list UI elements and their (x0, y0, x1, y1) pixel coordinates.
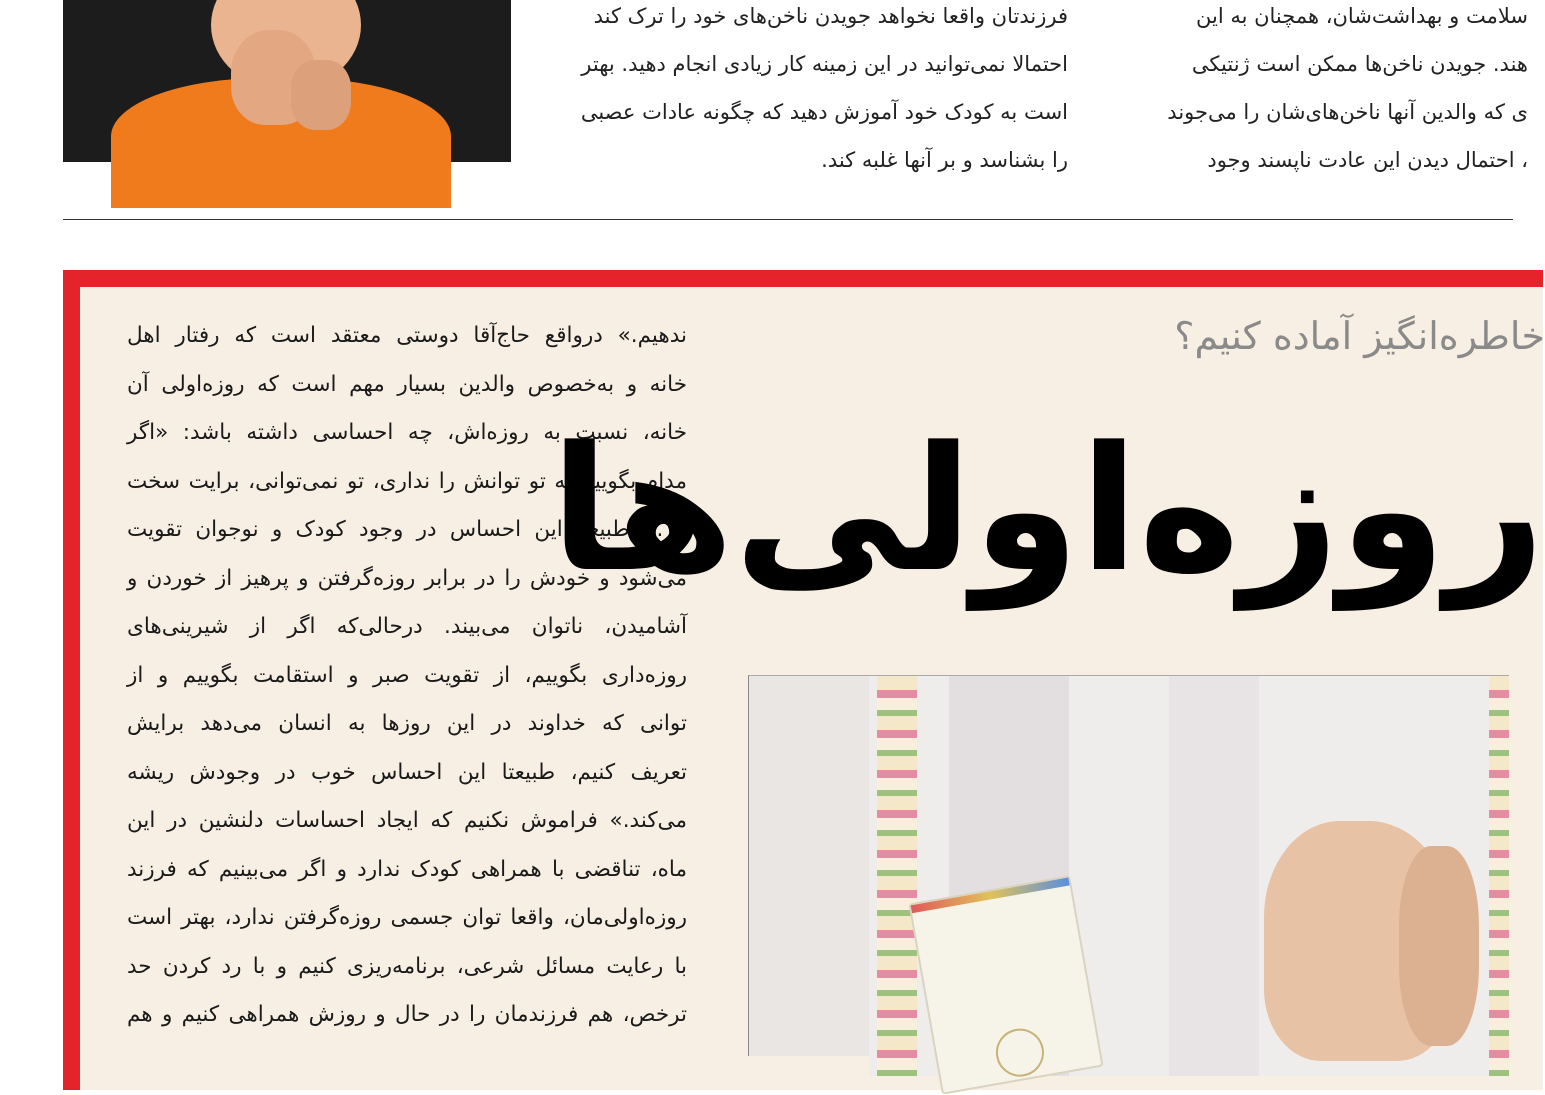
text-line: ترخص، هم فرزندمان را در حال و روزش همراهی کنیم و هم (127, 1002, 687, 1027)
top-article-middle-column (548, 0, 1068, 184)
top-article-right-column (1128, 0, 1528, 184)
text-line: آشامیدن، ناتوان می‌بیند. درحالی‌که اگر از شیرینی‌های (127, 614, 687, 639)
section-divider (63, 219, 1513, 220)
floral-trim (877, 676, 917, 1076)
clasped-hands-fingers (1399, 846, 1479, 1046)
text-line: خانه و به‌خصوص والدین بسیار مهم است که روزه‌اولی آن (127, 371, 687, 397)
floral-trim (1489, 676, 1509, 1076)
book-emblem (992, 1025, 1048, 1081)
text-line: روزه‌داری بگوییم، از تقویت صبر و استقامت بگوییم و از (127, 662, 687, 688)
quran-book (908, 875, 1103, 1095)
child-praying-with-quran-photo (748, 675, 1509, 1056)
text-line: ی که والدین آنها ناخن‌های‌شان را می‌جوند (1167, 100, 1528, 124)
text-line: مدام بگوییم نه تو توانش را نداری، تو نمی‌توانی، برایت سخت (127, 468, 687, 494)
text-line: می‌شود و خودش را در برابر روزه‌گرفتن و پرهیز از خوردن و (127, 565, 687, 591)
text-line: سلامت و بهداشت‌شان، همچنان به این (1195, 4, 1528, 28)
feature-kicker: خاطره‌انگیز آماده کنیم؟ (1174, 314, 1545, 358)
text-line: هند. جویدن ناخن‌ها ممکن است ژنتیکی (1191, 52, 1528, 76)
child-hand-fingers (291, 60, 351, 130)
text-line: فرزندتان واقعا نخواهد جویدن ناخن‌های خود را ترک کند (593, 4, 1068, 28)
text-line: روزه‌اولی‌مان، واقعا توان جسمی روزه‌گرفتن ندارد، بهتر است (127, 905, 687, 930)
chador-fold (1169, 676, 1259, 1076)
child-biting-nails-photo (63, 0, 511, 162)
text-line: ، احتمال دیدن این عادت ناپسند وجود (1207, 148, 1528, 172)
text-line: و ... طبیعتا این احساس در وجود کودک و نوجوان تقویت (127, 517, 687, 542)
text-line: ماه، تناقضی با همراهی کودک ندارد و اگر می‌بینیم که فرزند (127, 856, 687, 882)
text-line: می‌کند.» فراموش نکنیم که ایجاد احساسات دلنشین در این (127, 808, 687, 833)
text-line: است به کودک خود آموزش دهید که چگونه عادات عصبی (580, 100, 1068, 124)
text-line: خانه، نسبت به روزه‌اش، چه احساسی داشته باشد: «اگر (127, 420, 687, 445)
text-line: ندهیم.» درواقع حاج‌آقا دوستی معتقد است که رفتار اهل (127, 323, 687, 348)
text-line: تعریف کنیم، طبیعتا این احساس خوب در وجودش ریشه (127, 759, 687, 785)
text-line: را بشناسد و بر آنها غلبه کند. (821, 148, 1068, 172)
text-line: احتمالا نمی‌توانید در این زمینه کار زیادی انجام دهید. بهتر (581, 52, 1068, 76)
text-line: توانی که خداوند در این روزها به انسان می‌دهد برایش (127, 711, 687, 736)
feature-headline: روزه‌اولی‌ها (550, 409, 1545, 610)
text-line: با رعایت مسائل شرعی، برنامه‌ریزی کنیم و با رد کردن حد (127, 953, 687, 979)
